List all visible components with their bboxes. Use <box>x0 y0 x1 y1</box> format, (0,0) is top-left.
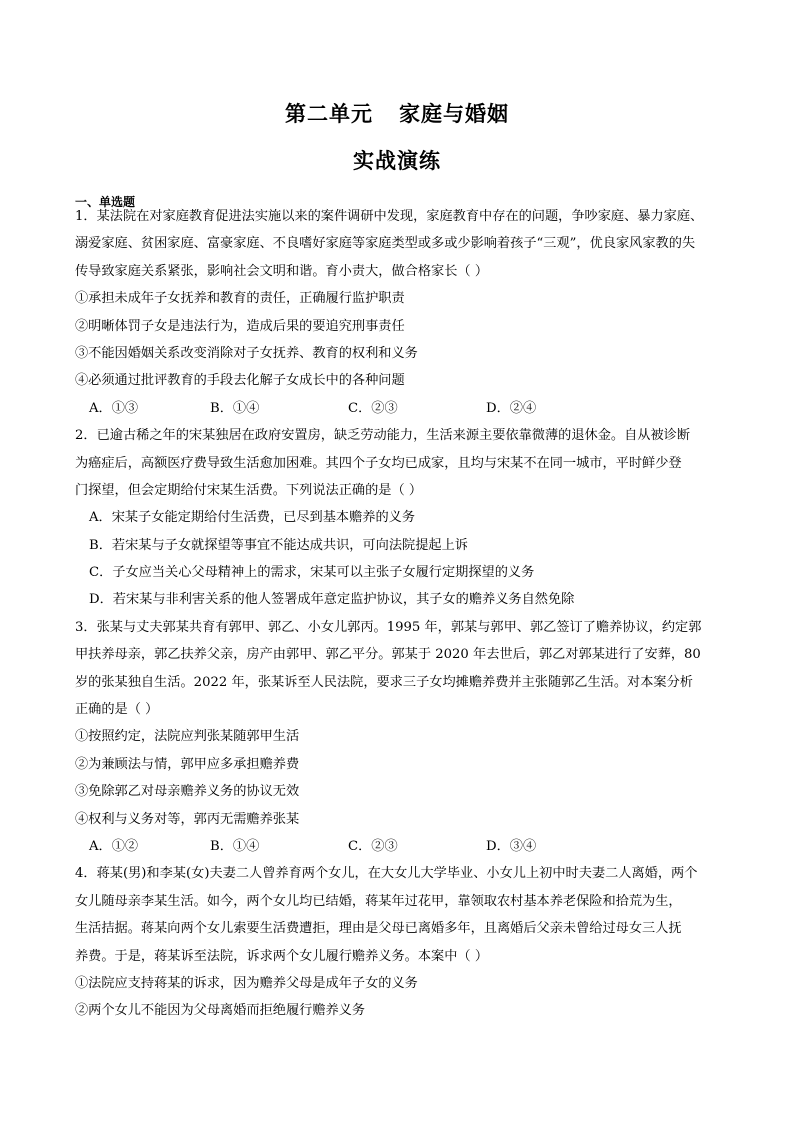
question-text-line: 1．某法院在对家庭教育促进法实施以来的案件调研中发现，家庭教育中存在的问题，争吵家庭、暴力家庭、 <box>75 209 704 224</box>
statement-option: ④必须通过批评教育的手段去化解子女成长中的各种问题 <box>75 373 405 389</box>
page-subtitle: 实战演练 <box>353 149 441 173</box>
question-text-line: 正确的是（ ） <box>75 702 159 718</box>
question-list <box>75 203 725 1025</box>
question-text-line: 女儿随母亲李某生活。如今，两个女儿均已结婚，蒋某年过花甲，靠领取农村基本养老保险和拾荒为生， <box>75 893 682 909</box>
choice-b[interactable]: B．若宋某与子女就探望等事宜不能达成共识，可向法院提起上诉 <box>89 537 468 553</box>
answer-choices <box>75 833 725 860</box>
choice-a[interactable]: A．①② <box>89 838 139 854</box>
question-text-line: 2．已逾古稀之年的宋某独居在政府安置房，缺乏劳动能力，生活来源主要依靠微薄的退休金。自从被诊断 <box>75 428 691 444</box>
statement-option: ①法院应支持蒋某的诉求，因为赡养父母是成年子女的义务 <box>75 975 418 991</box>
statement-option: ④权利与义务对等，郭丙无需赡养张某 <box>75 811 300 827</box>
question-text-line: 为癌症后，高额医疗费导致生活愈加困难。其四个子女均已成家，且均与宋某不在同一城市，平时鲜少登 <box>75 455 682 471</box>
choice-c[interactable]: C．②③ <box>348 400 398 416</box>
choice-c[interactable]: C．②③ <box>348 838 398 854</box>
choice-d[interactable]: D．②④ <box>486 400 537 416</box>
question-1 <box>75 203 725 422</box>
statement-option: ③免除郭乙对母亲赡养义务的协议无效 <box>75 784 300 800</box>
statement-option: ②为兼顾法与情，郭甲应多承担赡养费 <box>75 756 300 772</box>
question-text-line: 传导致家庭关系紧张，影响社会文明和谐。育小责大，做合格家长（ ） <box>75 263 489 279</box>
unit-number: 第二单元 <box>285 102 373 126</box>
unit-topic: 家庭与婚姻 <box>399 102 509 126</box>
choice-d[interactable]: D．③④ <box>486 838 537 854</box>
question-text-line: 4．蒋某(男)和李某(女)夫妻二人曾养育两个女儿，在大女儿大学毕业、小女儿上初中时夫妻二人离婚，两个 <box>75 866 698 882</box>
choice-b[interactable]: B．①④ <box>210 838 260 854</box>
statement-option: ③不能因婚姻关系改变消除对子女抚养、教育的权利和义务 <box>75 345 418 361</box>
answer-choices <box>75 395 725 422</box>
question-text-line: 养费。于是，蒋某诉至法院，诉求两个女儿履行赡养义务。本案中（ ） <box>75 948 489 964</box>
question-text-line: 甲扶养母亲，郭乙扶养父亲，房产由郭甲、郭乙平分。郭某于 2020 年去世后，郭乙对郭某进行了安葬，80 <box>75 647 701 663</box>
choice-b[interactable]: B．①④ <box>210 400 260 416</box>
section-heading: 一、单选题 <box>75 195 136 209</box>
statement-option: ②明晰体罚子女是违法行为，造成后果的要追究刑事责任 <box>75 318 405 334</box>
choice-d[interactable]: D．若宋某与非利害关系的他人签署成年意定监护协议，其子女的赡养义务自然免除 <box>89 592 575 608</box>
unit-title <box>0 98 794 128</box>
question-3 <box>75 614 725 861</box>
question-text-line: 门探望，但会定期给付宋某生活费。下列说法正确的是（ ） <box>75 482 423 498</box>
statement-option: ②两个女儿不能因为父母离婚而拒绝履行赡养义务 <box>75 1003 366 1019</box>
question-4 <box>75 860 725 1024</box>
choice-a[interactable]: A．宋某子女能定期给付生活费，已尽到基本赡养的义务 <box>89 510 416 526</box>
question-text-line: 溺爱家庭、贫困家庭、富豪家庭、不良嗜好家庭等家庭类型或多或少影响着孩子“三观”，优良家风家教的失 <box>75 236 696 252</box>
question-text-line: 生活拮据。蒋某向两个女儿索要生活费遭拒，理由是父母已离婚多年，且离婚后父亲未曾给过母女三人抚 <box>75 921 682 937</box>
question-text-line: 3．张某与丈夫郭某共育有郭甲、郭乙、小女儿郭丙。1995 年，郭某与郭甲、郭乙签订了赡养协议，约定郭 <box>75 619 702 635</box>
question-text-line: 岁的张某独自生活。2022 年，张某诉至人民法院，要求三子女均摊赡养费并主张随郭乙生活。对本案分析 <box>75 674 693 690</box>
choice-c[interactable]: C．子女应当关心父母精神上的需求，宋某可以主张子女履行定期探望的义务 <box>89 565 535 581</box>
choice-a[interactable]: A．①③ <box>89 400 139 416</box>
question-2 <box>75 422 725 614</box>
statement-option: ①按照约定，法院应判张某随郭甲生活 <box>75 729 300 745</box>
statement-option: ①承担未成年子女抚养和教育的责任，正确履行监护职责 <box>75 291 405 307</box>
